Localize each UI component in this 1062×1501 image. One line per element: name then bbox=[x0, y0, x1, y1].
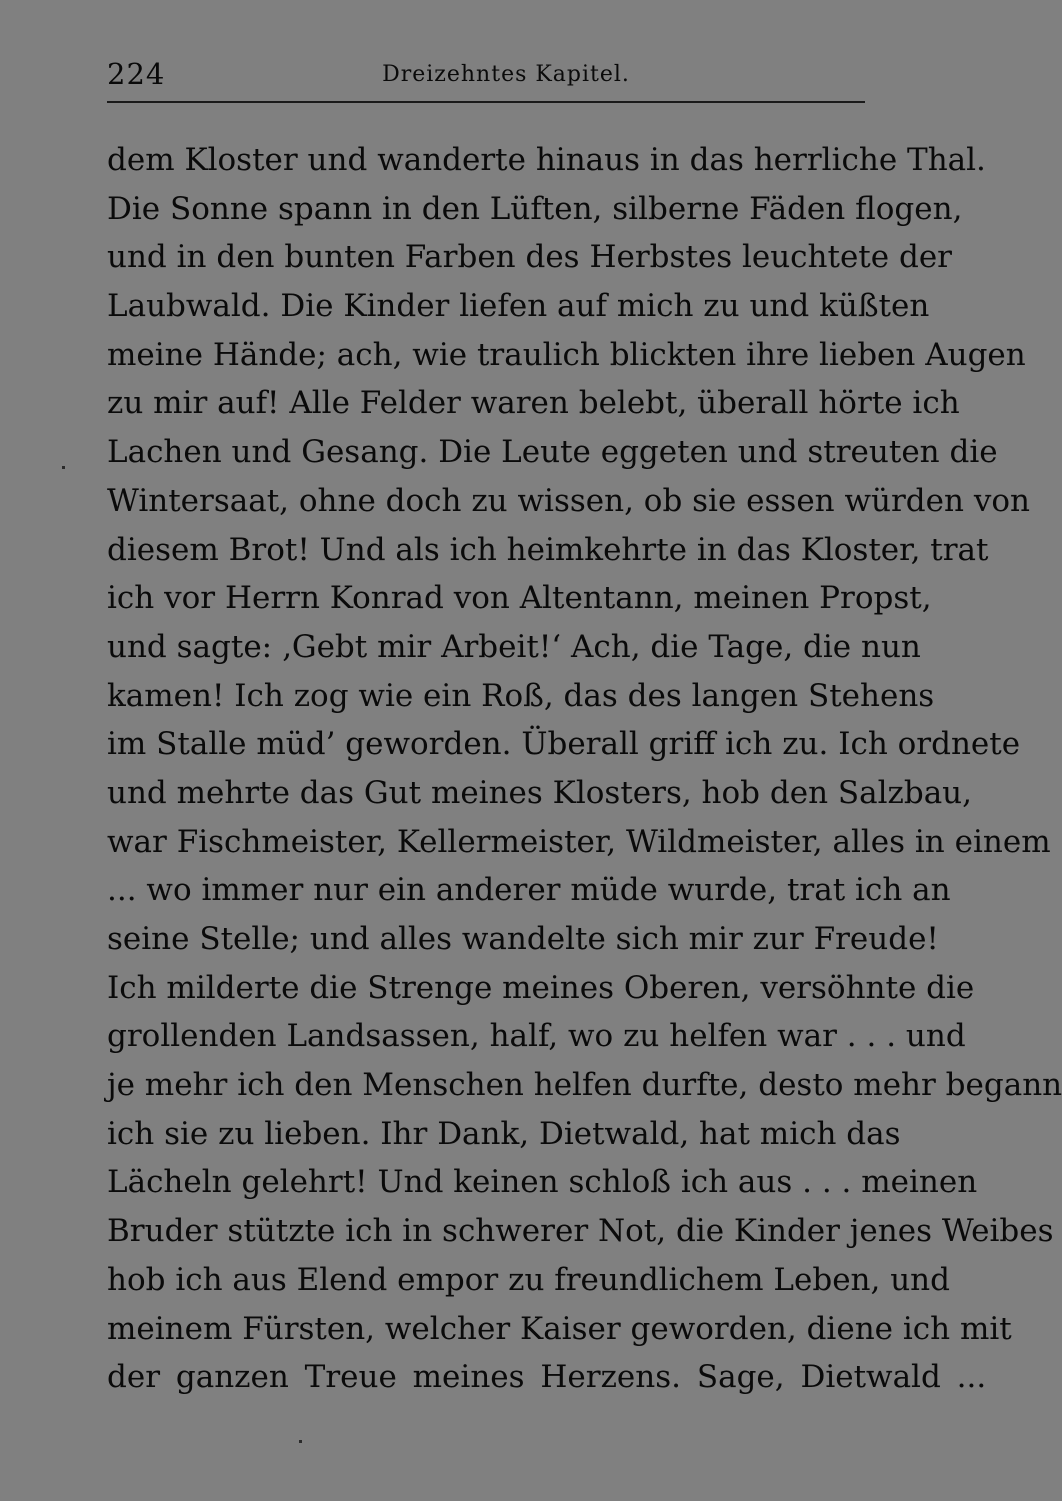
text-line: und sagte: ‚Gebt mir Arbeit!‘ Ach, die Tage, die nun bbox=[107, 628, 921, 665]
text-line: meinem Fürsten, welcher Kaiser geworden, diene ich mit bbox=[107, 1310, 1012, 1347]
text-line: und in den bunten Farben des Herbstes leuchtete der bbox=[107, 239, 952, 276]
page-header bbox=[107, 52, 865, 96]
margin-speck bbox=[62, 466, 65, 469]
text-line: ich vor Herrn Konrad von Altentann, meinen Propst, bbox=[107, 580, 932, 617]
text-line: kamen! Ich zog wie ein Roß, das des langen Stehens bbox=[107, 677, 935, 714]
text-line: Die Sonne spann in den Lüften, silberne Fäden flogen, bbox=[107, 190, 963, 227]
header-rule bbox=[107, 101, 865, 103]
text-line: ich sie zu lieben. Ihr Dank, Dietwald, hat mich das bbox=[107, 1115, 901, 1152]
running-head: Dreizehntes Kapitel. bbox=[382, 62, 630, 87]
text-line: ... wo immer nur ein anderer müde wurde, trat ich an bbox=[107, 872, 951, 909]
text-line: seine Stelle; und alles wandelte sich mir zur Freude! bbox=[107, 921, 939, 957]
foot-speck bbox=[299, 1440, 302, 1443]
text-line: diesem Brot! Und als ich heimkehrte in das Kloster, trat bbox=[107, 531, 989, 568]
text-line: und mehrte das Gut meines Klosters, hob den Salzbau, bbox=[107, 774, 973, 811]
text-line: war Fischmeister, Kellermeister, Wildmeister, alles in einem bbox=[107, 823, 1051, 860]
text-line: grollenden Landsassen, half, wo zu helfen war . . . und bbox=[107, 1018, 966, 1055]
text-line: meine Hände; ach, wie traulich blickten ihre lieben Augen bbox=[107, 336, 1026, 373]
body-text bbox=[107, 136, 1062, 1402]
text-line: Bruder stützte ich in schwerer Not, die Kinder jenes Weibes bbox=[107, 1213, 1054, 1250]
text-line: Lächeln gelehrt! Und keinen schloß ich aus . . . meinen bbox=[107, 1164, 978, 1201]
text-line: zu mir auf! Alle Felder waren belebt, überall hörte ich bbox=[107, 385, 960, 422]
text-line: dem Kloster und wanderte hinaus in das herrliche Thal. bbox=[107, 142, 986, 178]
page-number: 224 bbox=[107, 57, 166, 91]
text-line: im Stalle müd’ geworden. Überall griff ich zu. Ich ordnete bbox=[107, 726, 1021, 763]
text-line: Ich milderte die Strenge meines Oberen, versöhnte die bbox=[107, 969, 975, 1006]
text-line: Lachen und Gesang. Die Leute eggeten und streuten die bbox=[107, 434, 998, 471]
text-line: Wintersaat, ohne doch zu wissen, ob sie essen würden von bbox=[107, 482, 1030, 519]
text-line: je mehr ich den Menschen helfen durfte, desto mehr begann bbox=[107, 1067, 1062, 1104]
text-line: hob ich aus Elend empor zu freundlichem Leben, und bbox=[107, 1261, 950, 1298]
text-line: Laubwald. Die Kinder liefen auf mich zu und küßten bbox=[107, 288, 930, 325]
text-line: der ganzen Treue meines Herzens. Sage, Dietwald ... bbox=[107, 1359, 987, 1396]
